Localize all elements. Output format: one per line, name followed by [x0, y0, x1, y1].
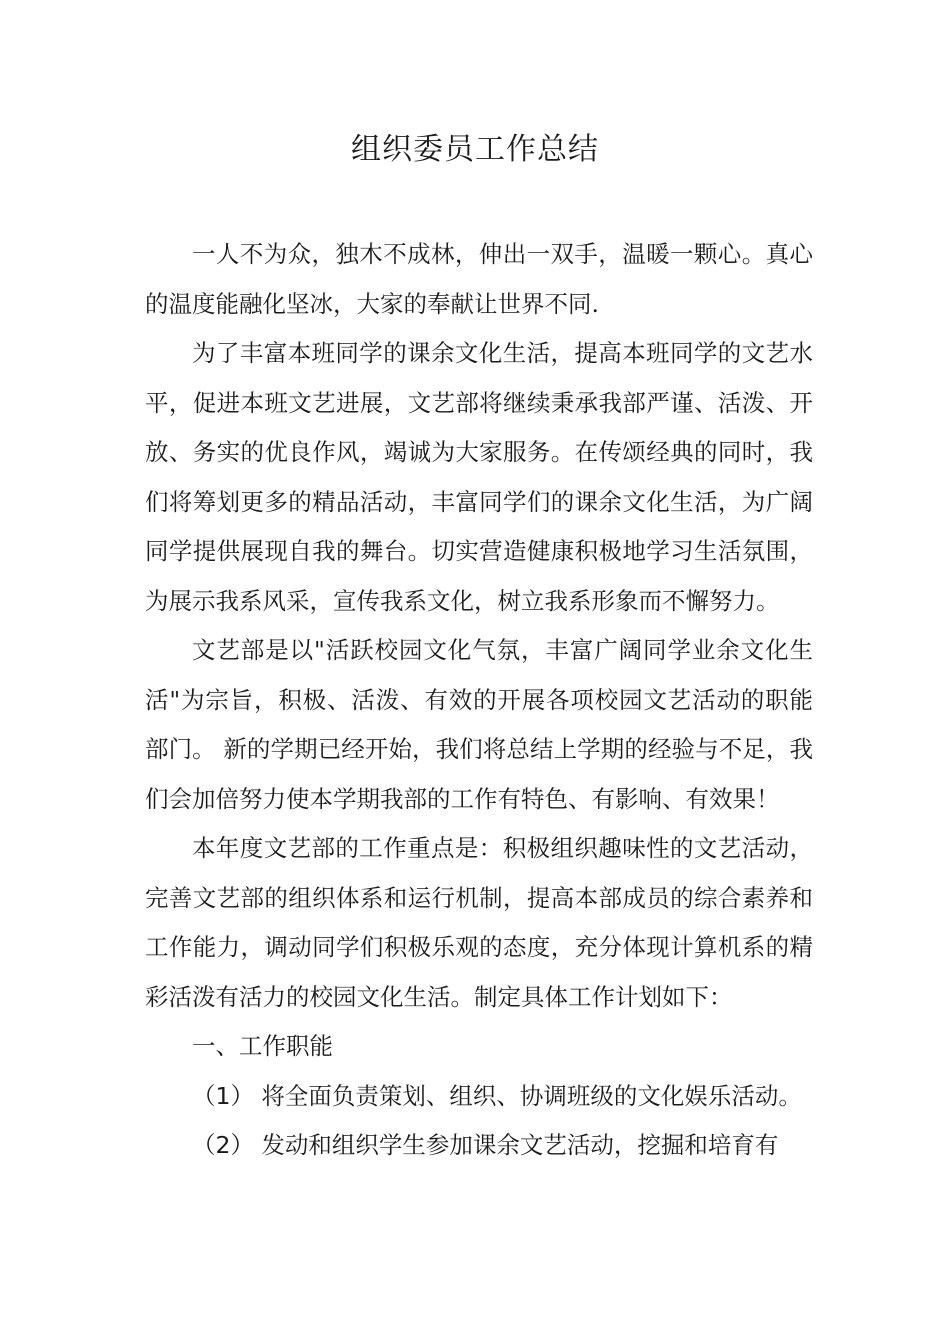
list-item-text: 发动和组织学生参加课余文艺活动，挖掘和培育有: [253, 1131, 779, 1159]
document-body: [145, 230, 813, 1171]
list-item-text: 将全面负责策划、组织、协调班级的文化娱乐活动。: [253, 1081, 802, 1110]
paragraph: 本年度文艺部的工作重点是：积极组织趣味性的文艺活动，完善文艺部的组织体系和运行机制，提高本部成员的综合素养和工作能力，调动同学们积极乐观的态度，充分体现计算机系的精彩活泼有活力的校园文化生活。制定具体工作计划如下：: [145, 834, 813, 1011]
list-item-marker: （2）: [192, 1131, 254, 1159]
paragraph: 为了丰富本班同学的课余文化生活，提高本班同学的文艺水平，促进本班文艺进展，文艺部将继续秉承我部严谨、活泼、开放、务实的优良作风，竭诚为大家服务。在传颂经典的同时，我们将筹划更多的精品活动，丰富同学们的课余文化生活，为广阔同学提供展现自我的舞台。切实营造健康积极地学习生活氛围，为展示我系风采，宣传我系文化，树立我系形象而不懈努力。: [145, 339, 813, 615]
list-item-marker: （1）: [192, 1081, 254, 1110]
paragraph: 一人不为众，独木不成林，伸出一双手，温暖一颗心。真心的温度能融化坚冰，大家的奉献让世界不同.: [145, 240, 813, 318]
list-item: [145, 1072, 813, 1122]
page-title: 组织委员工作总结: [351, 132, 599, 167]
section-heading: 一、工作职能: [192, 1032, 333, 1060]
list-item: [145, 1121, 813, 1171]
paragraph: 文艺部是以"活跃校园文化气氛，丰富广阔同学业余文化生活"为宗旨，积极、活泼、有效的开展各项校园文艺活动的职能部门。 新的学期已经开始，我们将总结上学期的经验与不足，我们会加倍努力使本学期我部的工作有特色、有影响、有效果！: [145, 636, 813, 813]
